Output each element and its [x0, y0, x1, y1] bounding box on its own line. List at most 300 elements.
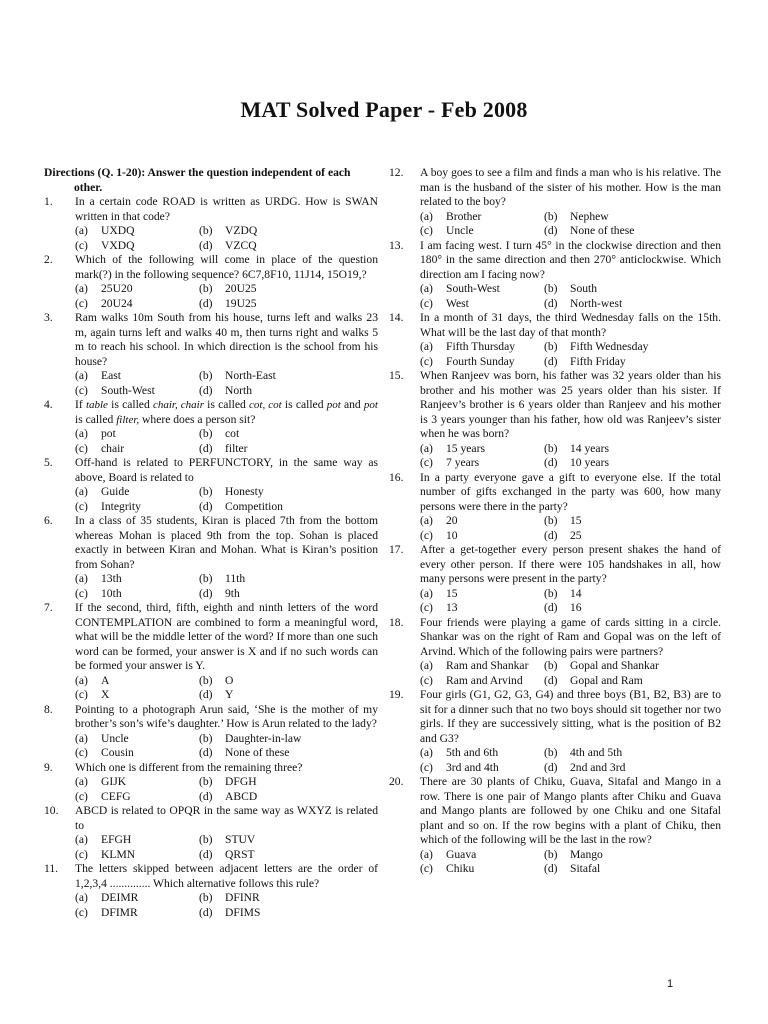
answer-option [75, 906, 199, 921]
answer-option [544, 282, 721, 297]
options-grid [44, 369, 378, 398]
answer-option [75, 485, 199, 500]
option-text: ABCD [225, 789, 258, 803]
option-label: (b) [544, 282, 558, 295]
options-grid [389, 210, 721, 239]
option-label: (c) [75, 905, 88, 919]
question-text-part: is called [203, 398, 249, 411]
question-text: Which of the following will come in place of the question mark(?) in the following sequence? 6C7,8F10, 11J14, 15O19,? [75, 253, 378, 281]
option-label: (b) [544, 659, 558, 672]
options-grid [44, 485, 378, 514]
question-number: 9. [44, 760, 53, 774]
answer-option [420, 282, 544, 297]
option-label: (d) [199, 586, 213, 600]
option-label: (d) [544, 601, 558, 614]
option-text: 19U25 [225, 296, 257, 310]
page-title: MAT Solved Paper - Feb 2008 [240, 97, 528, 122]
question [389, 688, 721, 746]
question [389, 166, 721, 210]
option-label: (b) [199, 485, 213, 498]
option-text: Fifth Wednesday [570, 340, 649, 353]
option-text: Y [225, 688, 234, 701]
answer-option [544, 355, 721, 370]
options-grid [389, 282, 721, 311]
option-text: VZCQ [225, 238, 257, 252]
question-block [44, 862, 378, 920]
answer-option [199, 674, 378, 689]
option-text: Cousin [101, 746, 134, 759]
left-column [44, 166, 378, 920]
italic-term: table [85, 399, 108, 411]
question-number: 15. [389, 369, 404, 382]
option-label: (c) [75, 499, 88, 513]
option-text: DEIMR [101, 891, 139, 904]
option-label: (d) [199, 789, 213, 803]
option-text: 20U25 [225, 282, 257, 295]
option-text: QRST [225, 847, 255, 861]
answer-option [544, 848, 721, 863]
option-label: (c) [420, 601, 433, 614]
option-label: (c) [75, 441, 88, 455]
directions-continuation: other. [74, 180, 103, 194]
question-block [389, 543, 721, 616]
option-label: (b) [199, 833, 213, 846]
options-grid [44, 427, 378, 456]
question-number: 13. [389, 238, 404, 252]
options-grid [44, 732, 378, 761]
option-text: 10 years [570, 456, 609, 469]
question-text: If the second, third, fifth, eighth and ninth letters of the word CONTEMPLATION are combined to form a meaningful word, what will be the middle letter of the word? If more than one such word can be formed, your answer is X and if no such words can be formed your answer is Y. [75, 601, 378, 672]
question [44, 804, 378, 833]
question-number: 3. [44, 311, 53, 324]
right-column [389, 166, 721, 877]
answer-option [544, 746, 721, 761]
answer-option [544, 587, 721, 602]
option-text: 10 [446, 528, 458, 542]
option-label: (a) [420, 209, 433, 223]
question-number: 11. [44, 862, 59, 875]
answer-option [199, 239, 378, 254]
italic-term: cot, cot [249, 399, 282, 411]
option-label: (d) [544, 760, 558, 774]
question [44, 862, 378, 891]
answer-option [199, 688, 378, 703]
option-label: (a) [75, 485, 88, 498]
option-text: None of these [225, 746, 290, 759]
option-text: 5th and 6th [446, 746, 499, 759]
question-text: After a get-together every person present shakes the hand of every other person. If there were 105 handshakes in all, how many persons were present in the party? [420, 543, 721, 585]
option-text: DFIMS [225, 905, 261, 919]
question-text: Off-hand is related to PERFUNCTORY, in the same way as above, Board is related to [75, 456, 378, 484]
option-text: KLMN [101, 847, 136, 861]
question [44, 601, 378, 674]
option-label: (d) [544, 354, 558, 368]
options-grid [44, 674, 378, 703]
question-block [44, 456, 378, 514]
answer-option [75, 239, 199, 254]
answer-option [199, 427, 378, 442]
question-number: 4. [44, 398, 53, 411]
question-text: Four girls (G1, G2, G3, G4) and three boys (B1, B2, B3) are to sit for a dinner such that no two boys should sit together nor two girls. If they are successively sitting, what is the position of B2 and G3? [420, 688, 721, 745]
option-label: (d) [199, 688, 213, 701]
option-label: (b) [199, 369, 213, 382]
option-text: South-West [446, 282, 500, 295]
option-label: (a) [75, 731, 88, 745]
answer-option [75, 282, 199, 297]
answer-option [75, 790, 199, 805]
options-grid [44, 775, 378, 804]
option-label: (d) [199, 847, 213, 861]
option-label: (b) [544, 441, 558, 455]
question-block [44, 761, 378, 805]
question [44, 398, 378, 427]
option-text: 14 years [570, 441, 609, 455]
option-text: Gopal and Ram [570, 673, 643, 687]
answer-option [199, 732, 378, 747]
answer-option [199, 572, 378, 587]
option-text: 14 [570, 586, 582, 600]
answer-option [75, 427, 199, 442]
option-label: (a) [75, 673, 88, 687]
option-label: (c) [420, 456, 433, 469]
answer-option [75, 500, 199, 515]
option-text: DFGH [225, 775, 257, 788]
question-text: Ram walks 10m South from his house, turns left and walks 23 m, again turns left and walks 40 m, then turns right and walks 5 m to reach his school. In which direction is the school from his house? [75, 311, 378, 368]
question-number: 16. [389, 470, 404, 484]
answer-option [544, 862, 721, 877]
option-text: Ram and Shankar [446, 659, 529, 672]
answer-option [199, 775, 378, 790]
option-text: Integrity [101, 499, 141, 513]
option-label: (a) [420, 746, 433, 759]
answer-option [75, 833, 199, 848]
option-label: (c) [75, 746, 88, 759]
option-text: 20U24 [101, 296, 133, 310]
option-label: (a) [420, 586, 433, 600]
question [389, 616, 721, 660]
question [389, 311, 721, 340]
option-label: (d) [199, 441, 213, 455]
options-grid [44, 224, 378, 253]
option-text: STUV [225, 833, 256, 846]
option-text: 15 years [446, 441, 485, 455]
option-text: 15 [570, 514, 582, 527]
option-label: (d) [544, 673, 558, 687]
answer-option [420, 514, 544, 529]
question-text: Which one is different from the remaining three? [75, 760, 303, 774]
answer-option [199, 485, 378, 500]
answer-option [420, 848, 544, 863]
answer-option [420, 674, 544, 689]
option-label: (b) [199, 427, 213, 440]
answer-option [420, 340, 544, 355]
option-text: Guide [101, 485, 130, 498]
answer-option [199, 790, 378, 805]
option-label: (d) [544, 862, 558, 875]
option-text: A [101, 673, 110, 687]
question-block [389, 239, 721, 312]
answer-option [199, 906, 378, 921]
question-block [389, 775, 721, 877]
option-text: Uncle [446, 224, 474, 237]
option-text: Brother [446, 209, 482, 223]
question [44, 761, 378, 776]
option-label: (a) [75, 572, 88, 585]
italic-term: chair, chair [152, 399, 204, 411]
option-label: (c) [75, 586, 88, 600]
options-grid [389, 442, 721, 471]
option-text: North-East [225, 369, 276, 382]
question-text: The letters skipped between adjacent letters are the order of 1,2,3,4 .............. Which alternative follows this rule? [75, 862, 378, 890]
question [389, 543, 721, 587]
answer-option [420, 456, 544, 471]
option-text: 15 [446, 586, 458, 600]
option-text: chair [101, 441, 125, 455]
options-grid [389, 514, 721, 543]
answer-option [75, 775, 199, 790]
question-block [389, 166, 721, 239]
option-label: (b) [199, 891, 213, 904]
answer-option [199, 500, 378, 515]
option-text: Gopal and Shankar [570, 659, 659, 672]
option-text: EFGH [101, 833, 132, 846]
question [44, 195, 378, 224]
answer-option [420, 442, 544, 457]
answer-option [544, 674, 721, 689]
question-number: 17. [389, 543, 404, 556]
option-text: Fourth Sunday [446, 354, 515, 368]
answer-option [199, 587, 378, 602]
option-label: (a) [75, 369, 88, 382]
answer-option [420, 761, 544, 776]
option-label: (d) [199, 499, 213, 513]
question-block [389, 369, 721, 471]
option-text: Daughter-in-law [225, 731, 302, 745]
question-text: In a certain code ROAD is written as URDG. How is SWAN written in that code? [75, 195, 378, 223]
question-text: Pointing to a photograph Arun said, ‘She is the mother of my brother’s son’s wife’s daughter.’ How is Arun related to the lady? [75, 702, 378, 730]
option-label: (c) [420, 528, 433, 542]
option-text: North-west [570, 296, 623, 310]
option-label: (d) [544, 456, 558, 469]
question [389, 369, 721, 442]
option-label: (c) [420, 224, 433, 237]
answer-option [420, 210, 544, 225]
italic-term: filter, [116, 413, 140, 426]
option-text: South [570, 282, 598, 295]
option-text: 2nd and 3rd [570, 760, 626, 774]
option-label: (b) [199, 282, 213, 295]
answer-option [420, 297, 544, 312]
option-label: (c) [75, 238, 88, 252]
option-text: East [101, 369, 121, 382]
answer-option [420, 862, 544, 877]
option-text: Nephew [570, 209, 609, 223]
option-text: Competition [225, 499, 283, 513]
option-text: West [446, 296, 469, 310]
option-label: (a) [75, 775, 88, 788]
question-block [44, 253, 378, 311]
option-label: (d) [199, 746, 213, 759]
question [44, 456, 378, 485]
option-label: (b) [544, 746, 558, 759]
option-text: 20 [446, 514, 458, 527]
question-number: 1. [44, 195, 53, 208]
option-text: 4th and 5th [570, 746, 623, 759]
option-label: (c) [75, 383, 88, 397]
option-text: filter [225, 441, 248, 455]
option-label: (a) [420, 847, 433, 861]
option-label: (d) [544, 296, 558, 310]
answer-option [199, 891, 378, 906]
option-label: (c) [75, 789, 88, 803]
option-label: (a) [75, 282, 88, 295]
italic-term: pot [326, 399, 341, 411]
answer-option [75, 891, 199, 906]
question-number: 20. [389, 775, 404, 788]
option-label: (b) [544, 340, 558, 353]
question [44, 514, 378, 572]
option-text: Mango [570, 847, 603, 861]
question-text: A boy goes to see a film and finds a man who is his relative. The man is the husband of the sister of his mother. How is the man related to the boy? [420, 166, 721, 208]
answer-option [199, 848, 378, 863]
answer-option [544, 442, 721, 457]
option-label: (b) [544, 847, 558, 861]
options-grid [44, 572, 378, 601]
option-text: UXDQ [101, 224, 135, 237]
question-number: 2. [44, 253, 53, 266]
options-grid [389, 659, 721, 688]
answer-option [199, 746, 378, 761]
option-text: None of these [570, 224, 635, 237]
option-text: Uncle [101, 731, 129, 745]
option-text: South-West [101, 383, 155, 397]
answer-option [75, 224, 199, 239]
option-text: VZDQ [225, 224, 258, 237]
question [389, 239, 721, 283]
answer-option [544, 529, 721, 544]
option-text: 25U20 [101, 282, 133, 295]
answer-option [75, 746, 199, 761]
answer-option [199, 369, 378, 384]
option-text: pot [101, 427, 116, 440]
question-number: 14. [389, 311, 404, 324]
answer-option [544, 224, 721, 239]
question-number: 5. [44, 456, 53, 469]
question [389, 775, 721, 848]
option-label: (a) [420, 441, 433, 455]
question-text-part: is called [281, 398, 327, 411]
option-text: North [225, 383, 253, 397]
answer-option [544, 761, 721, 776]
answer-option [544, 456, 721, 471]
option-text: 9th [225, 586, 240, 600]
answer-option [75, 442, 199, 457]
option-label: (d) [199, 383, 213, 397]
options-grid [44, 833, 378, 862]
answer-option [420, 746, 544, 761]
option-text: O [225, 673, 234, 687]
answer-option [199, 282, 378, 297]
option-label: (b) [544, 586, 558, 600]
answer-option [199, 833, 378, 848]
answer-option [75, 384, 199, 399]
option-label: (b) [544, 209, 558, 223]
option-text: Fifth Thursday [446, 340, 516, 353]
option-label: (d) [199, 238, 213, 252]
answer-option [75, 572, 199, 587]
option-text: 16 [570, 601, 582, 614]
question-text: ABCD is related to OPQR in the same way as WXYZ is related to [75, 804, 378, 832]
option-text: GIJK [101, 775, 127, 788]
option-label: (a) [420, 282, 433, 295]
question-text-part: is called [75, 412, 117, 426]
option-label: (b) [199, 224, 213, 237]
question-text-part: If [75, 398, 86, 411]
option-label: (b) [199, 775, 213, 788]
question-text: When Ranjeev was born, his father was 32 years older than his brother and his mother was 25 years older than his sister. If Ranjeev’s brother is 6 years older than Ranjeev and his mother is 3 years younger than his father, how old was Ranjeev’s sister when he was born? [420, 369, 721, 440]
answer-option [420, 587, 544, 602]
question-text-part: is called [107, 398, 153, 411]
answer-option [75, 688, 199, 703]
question-number: 7. [44, 601, 53, 614]
option-text: DFIMR [101, 905, 138, 919]
option-text: cot [225, 427, 240, 440]
option-label: (d) [199, 296, 213, 310]
answer-option [199, 442, 378, 457]
option-text: 13 [446, 601, 458, 614]
answer-option [75, 848, 199, 863]
question-block [389, 471, 721, 544]
question-text: Four friends were playing a game of cards sitting in a circle. Shankar was on the right of Ram and Gopal was on the left of Arvind. Which of the following pairs were partners? [420, 615, 721, 658]
answer-option [544, 297, 721, 312]
option-text: Sitafal [570, 862, 601, 875]
answer-option [544, 340, 721, 355]
option-label: (c) [420, 673, 433, 687]
question-text [75, 398, 378, 427]
option-text: 10th [101, 586, 122, 600]
question-number: 8. [44, 702, 53, 716]
option-text: 3rd and 4th [446, 760, 499, 774]
answer-option [75, 297, 199, 312]
options-grid [389, 746, 721, 775]
answer-option [75, 732, 199, 747]
option-label: (c) [75, 688, 88, 701]
question-number: 18. [389, 615, 404, 629]
option-text: Guava [446, 847, 477, 861]
answer-option [544, 659, 721, 674]
answer-option [75, 587, 199, 602]
option-text: Honesty [225, 485, 264, 498]
option-text: 7 years [446, 456, 480, 469]
option-text: CEFG [101, 789, 131, 803]
directions-text: Directions (Q. 1-20): Answer the question independent of each [44, 166, 351, 179]
option-label: (a) [420, 514, 433, 527]
option-label: (a) [420, 659, 433, 672]
question-block [389, 616, 721, 689]
question-block [389, 688, 721, 775]
answer-option [420, 224, 544, 239]
question-text: In a party everyone gave a gift to everyone else. If the total number of gifts exchanged in the party was 600, how many persons were there in the party? [420, 470, 721, 513]
options-grid [44, 891, 378, 920]
option-label: (a) [75, 891, 88, 904]
question [44, 703, 378, 732]
answer-option [420, 355, 544, 370]
options-grid [389, 587, 721, 616]
option-text: 13th [101, 572, 122, 585]
question [389, 471, 721, 515]
option-label: (d) [544, 224, 558, 237]
question-block [44, 311, 378, 398]
